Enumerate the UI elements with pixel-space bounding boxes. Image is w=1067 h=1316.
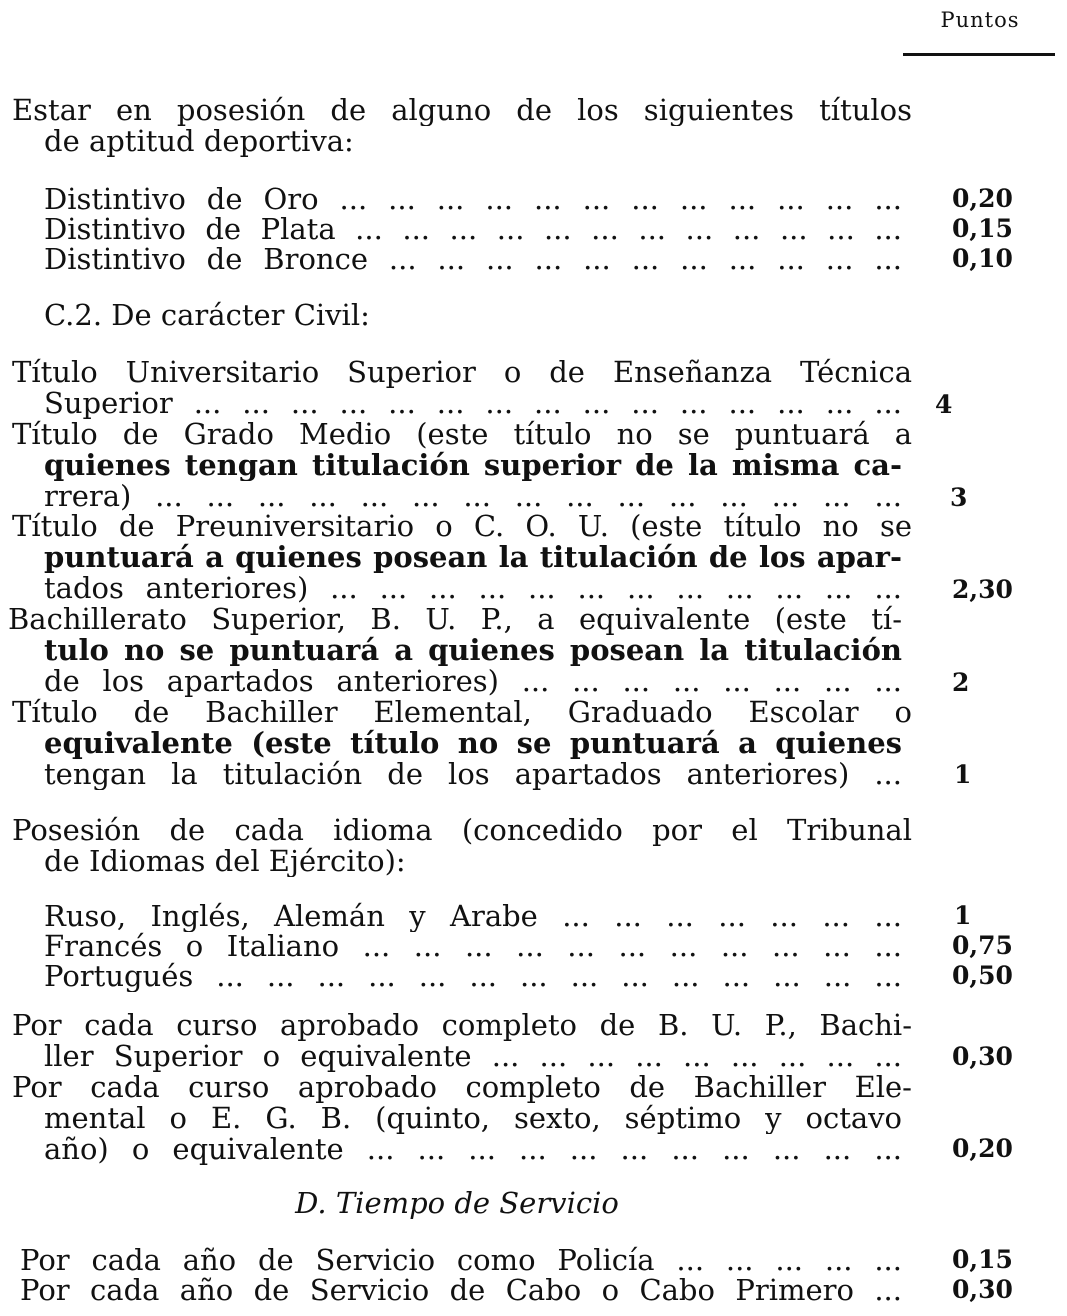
- title-entry-points: 1: [954, 760, 972, 789]
- title-entry-points: 2: [952, 668, 970, 697]
- course-entry-line: mental o E. G. B. (quinto, sexto, séptimo y octavo: [44, 1103, 902, 1134]
- language-item-points: 1: [954, 901, 972, 930]
- course-entry-line: Por cada curso aprobado completo de Bachiller Ele-: [12, 1072, 912, 1103]
- title-entry-line: tulo no se puntuará a quienes posean la titulación: [44, 635, 902, 666]
- service-item-points: 0,30: [952, 1275, 1013, 1304]
- title-entry-points: 2,30: [952, 575, 1013, 604]
- title-entry-points: 3: [950, 483, 968, 512]
- title-entry-line: Superior ... ... ... ... ... ... ... ... ... ... ... ... ... ... ...: [44, 388, 902, 419]
- service-item-points: 0,15: [952, 1245, 1013, 1274]
- language-item-points: 0,50: [952, 961, 1013, 990]
- service-section-heading: D. Tiempo de Servicio: [295, 1188, 619, 1219]
- title-entry-line: quienes tengan titulación superior de la misma ca-: [44, 450, 902, 481]
- language-item-label: Ruso, Inglés, Alemán y Arabe ... ... ... ... ... ... ...: [44, 901, 902, 932]
- title-entry-points: 4: [935, 390, 953, 419]
- course-entry-line: año) o equivalente ... ... ... ... ... ... ... ... ... ... ...: [44, 1134, 902, 1165]
- language-intro-line-2: de Idiomas del Ejército):: [44, 846, 406, 877]
- sport-item-label: Distintivo de Bronce ... ... ... ... ... ... ... ... ... ... ...: [44, 244, 902, 275]
- course-entry-line: Por cada curso aprobado completo de B. U. P., Bachi-: [12, 1010, 912, 1041]
- sport-intro-line-1: Estar en posesión de alguno de los siguientes títulos: [12, 95, 912, 126]
- sport-item-label: Distintivo de Plata ... ... ... ... ... ... ... ... ... ... ... ...: [44, 214, 902, 245]
- header-rule: [903, 53, 1055, 56]
- sport-item-points: 0,10: [952, 244, 1013, 273]
- title-entry-line: tados anteriores) ... ... ... ... ... ... ... ... ... ... ... ...: [44, 573, 902, 604]
- title-entry-line: Bachillerato Superior, B. U. P., a equivalente (este tí-: [8, 604, 902, 635]
- course-entry-line: ller Superior o equivalente ... ... ... ... ... ... ... ... ...: [44, 1041, 902, 1072]
- title-entry-line: equivalente (este título no se puntuará a quienes: [44, 728, 902, 759]
- course-entry-points: 0,30: [952, 1042, 1013, 1071]
- language-item-label: Portugués ... ... ... ... ... ... ... ... ... ... ... ... ... ...: [44, 961, 902, 992]
- service-item-label: Por cada año de Servicio de Cabo o Cabo Primero ...: [20, 1275, 902, 1306]
- language-item-label: Francés o Italiano ... ... ... ... ... ... ... ... ... ... ...: [44, 931, 902, 962]
- service-item-label: Por cada año de Servicio como Policía ... ... ... ... ...: [20, 1245, 902, 1276]
- title-entry-line: Título Universitario Superior o de Enseñanza Técnica: [12, 357, 912, 388]
- points-column-header: Puntos: [940, 8, 1020, 32]
- sport-item-label: Distintivo de Oro ... ... ... ... ... ... ... ... ... ... ... ...: [44, 184, 902, 215]
- title-entry-line: tengan la titulación de los apartados anteriores) ...: [44, 759, 902, 790]
- sport-item-points: 0,20: [952, 184, 1013, 213]
- title-entry-line: Título de Bachiller Elemental, Graduado Escolar o: [12, 697, 912, 728]
- title-entry-line: puntuará a quienes posean la titulación de los apar-: [44, 542, 902, 573]
- sport-item-points: 0,15: [952, 214, 1013, 243]
- civil-section-heading: C.2. De carácter Civil:: [44, 300, 370, 331]
- language-item-points: 0,75: [952, 931, 1013, 960]
- sport-intro-line-2: de aptitud deportiva:: [44, 126, 354, 157]
- title-entry-line: rrera) ... ... ... ... ... ... ... ... ... ... ... ... ... ... ...: [44, 481, 902, 512]
- language-intro-line-1: Posesión de cada idioma (concedido por el Tribunal: [12, 815, 912, 846]
- title-entry-line: Título de Preuniversitario o C. O. U. (este título no se: [12, 511, 912, 542]
- title-entry-line: Título de Grado Medio (este título no se puntuará a: [12, 419, 912, 450]
- title-entry-line: de los apartados anteriores) ... ... ... ... ... ... ... ...: [44, 666, 902, 697]
- course-entry-points: 0,20: [952, 1134, 1013, 1163]
